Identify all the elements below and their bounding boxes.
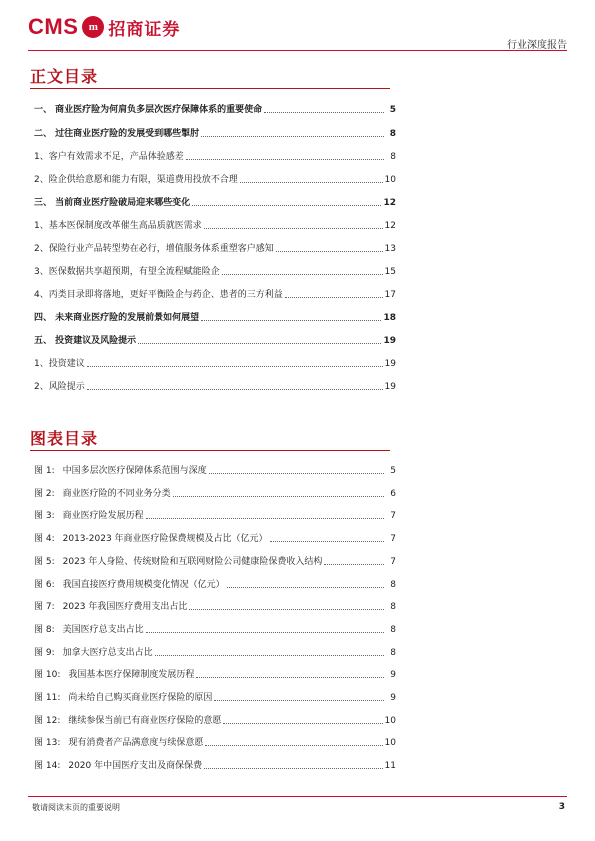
figure-number: 图 11:: [34, 693, 61, 703]
figure-entry[interactable]: [34, 554, 396, 568]
dot-leader: [276, 251, 383, 252]
figure-entry[interactable]: [34, 486, 396, 500]
figure-entry-page: 9: [390, 670, 396, 680]
toc-entry[interactable]: [34, 264, 396, 278]
figure-entry-label: [34, 533, 268, 545]
dot-leader: [264, 112, 384, 113]
logo-cn-text: 招商证券: [108, 19, 181, 40]
figure-entry-label: [34, 601, 187, 613]
figure-entry-label: [34, 510, 144, 522]
figure-entry[interactable]: [34, 758, 396, 772]
dot-leader: [201, 136, 384, 137]
toc-entry-page: 19: [384, 359, 396, 369]
figure-entry[interactable]: [34, 599, 396, 613]
figure-number: 图 4:: [34, 534, 55, 544]
figure-entry-page: 7: [390, 511, 396, 521]
toc-entry[interactable]: [34, 287, 396, 301]
dot-leader: [227, 587, 384, 588]
dot-leader: [87, 389, 383, 390]
toc-entry-page: 12: [384, 221, 396, 231]
dot-leader: [324, 564, 384, 565]
dot-leader: [285, 297, 383, 298]
dot-leader: [146, 632, 384, 633]
logo-badge-icon: m: [82, 16, 104, 38]
toc-entry[interactable]: [34, 310, 396, 324]
figure-number: 图 14:: [34, 761, 61, 771]
figure-caption: 中国多层次医疗保障体系范围与深度: [62, 466, 207, 476]
figure-entry[interactable]: [34, 622, 396, 636]
figure-entry-label: [34, 715, 221, 727]
figure-entry-label: [34, 692, 212, 704]
dot-leader: [240, 182, 383, 183]
dot-leader: [87, 366, 383, 367]
figure-entry-page: 8: [390, 648, 396, 658]
toc-entry-label: 五、 投资建议及风险提示: [34, 336, 137, 346]
dot-leader: [205, 745, 382, 746]
figure-entry[interactable]: [34, 463, 396, 477]
toc-entry[interactable]: [34, 333, 396, 347]
toc-entry-label: 1、客户有效需求不足，产品体验感差: [34, 152, 184, 162]
toc-entry-label: 二、 过往商业医疗险的发展受到哪些掣肘: [34, 129, 200, 139]
dot-leader: [155, 655, 384, 656]
figure-entry-label: [34, 488, 171, 500]
figure-caption: 现有消费者产品满意度与续保意愿: [68, 738, 204, 748]
logo-cms-text: CMS: [28, 14, 79, 39]
dot-leader: [214, 700, 384, 701]
page-header: [0, 0, 595, 56]
toc-entry-page: 19: [384, 382, 396, 392]
figure-entry-page: 11: [384, 761, 396, 771]
toc-entry-page: 8: [389, 129, 396, 139]
figure-entry[interactable]: [34, 577, 396, 591]
toc-entry-page: 8: [390, 152, 396, 162]
figure-list-title-divider: [30, 450, 390, 451]
figure-number: 图 12:: [34, 716, 61, 726]
toc-entry[interactable]: [34, 356, 396, 370]
toc-entry[interactable]: [34, 102, 396, 116]
dot-leader: [204, 228, 383, 229]
figure-caption: 我国基本医疗保障制度发展历程: [68, 670, 195, 680]
figure-number: 图 10:: [34, 670, 61, 680]
dot-leader: [223, 723, 382, 724]
footer-disclaimer: 敬请阅读末页的重要说明: [32, 803, 120, 812]
figure-entry-label: [34, 465, 207, 477]
figure-entry[interactable]: [34, 645, 396, 659]
figure-list-title: 图表目录: [30, 429, 99, 448]
figure-entry-page: 9: [390, 693, 396, 703]
footer-divider: [28, 796, 567, 797]
header-divider: [28, 50, 567, 51]
toc-entry-label: 一、 商业医疗险为何肩负多层次医疗保障体系的重要使命: [34, 105, 263, 115]
toc-entry-label: 三、 当前商业医疗险破局迎来哪些变化: [34, 198, 191, 208]
toc-entry-page: 5: [389, 105, 396, 115]
figure-entry[interactable]: [34, 531, 396, 545]
toc-entry-page: 15: [384, 267, 396, 277]
toc-entry-label: 1、基本医保制度改革催生高品质就医需求: [34, 221, 202, 231]
toc-entry-page: 18: [383, 313, 396, 323]
figure-caption: 我国直接医疗费用规模变化情况（亿元）: [62, 580, 225, 590]
figure-number: 图 9:: [34, 648, 55, 658]
figure-entry-page: 8: [390, 602, 396, 612]
figure-number: 图 3:: [34, 511, 55, 521]
toc-title: 正文目录: [30, 67, 99, 86]
figure-entry[interactable]: [34, 713, 396, 727]
dot-leader: [270, 541, 384, 542]
figure-entry-label: [34, 669, 194, 681]
figure-entry-page: 6: [390, 489, 396, 499]
dot-leader: [209, 473, 384, 474]
figure-caption: 商业医疗险的不同业务分类: [62, 489, 171, 499]
toc-entry-label: 2、保险行业产品转型势在必行，增值服务体系重塑客户感知: [34, 244, 274, 254]
toc-entry[interactable]: [34, 379, 396, 393]
figure-entry-label: [34, 737, 203, 749]
toc-entry[interactable]: [34, 195, 396, 209]
figure-entry-page: 5: [390, 466, 396, 476]
toc-entry-page: 17: [384, 290, 396, 300]
toc-entry-label: 2、险企供给意愿和能力有限，渠道费用投放不合理: [34, 175, 238, 185]
figure-entry-page: 8: [390, 580, 396, 590]
figure-entry-label: [34, 556, 322, 568]
dot-leader: [138, 343, 381, 344]
toc-title-divider: [30, 88, 390, 89]
dot-leader: [173, 496, 384, 497]
figure-entry-page: 10: [384, 738, 396, 748]
toc-entry-page: 10: [384, 175, 396, 185]
figure-entry[interactable]: [34, 508, 396, 522]
figure-number: 图 13:: [34, 738, 61, 748]
figure-caption: 美国医疗总支出占比: [62, 625, 144, 635]
figure-caption: 尚未给自己购买商业医疗保险的原因: [68, 693, 213, 703]
cms-logo: [28, 14, 180, 40]
figure-entry-page: 8: [390, 625, 396, 635]
figure-entry-page: 7: [390, 534, 396, 544]
toc-entry-label: 四、 未来商业医疗险的发展前景如何展望: [34, 313, 200, 323]
dot-leader: [186, 159, 384, 160]
report-type-label: 行业深度报告: [507, 40, 567, 51]
figure-entry-page: 10: [384, 716, 396, 726]
figure-entry[interactable]: [34, 690, 396, 704]
figure-caption: 2020 年中国医疗支出及商保保费: [68, 761, 203, 771]
toc-entry-page: 13: [384, 244, 396, 254]
toc-entry-label: 1、投资建议: [34, 359, 85, 369]
dot-leader: [204, 768, 382, 769]
figure-caption: 2023 年人身险、传统财险和互联网财险公司健康险保费收入结构: [62, 557, 323, 567]
figure-entry-label: [34, 647, 153, 659]
toc-entry[interactable]: [34, 126, 396, 140]
toc-entry-label: 3、医保数据共享超预期，有望全流程赋能险企: [34, 267, 220, 277]
toc-entry-page: 19: [383, 336, 396, 346]
toc-entry[interactable]: [34, 149, 396, 163]
figure-entry-label: [34, 624, 144, 636]
toc-entry[interactable]: [34, 218, 396, 232]
toc-entry-label: 4、丙类目录即将落地，更好平衡险企与药企、患者的三方利益: [34, 290, 283, 300]
figure-number: 图 5:: [34, 557, 55, 567]
figure-number: 图 7:: [34, 602, 55, 612]
dot-leader: [222, 274, 383, 275]
figure-number: 图 8:: [34, 625, 55, 635]
figure-number: 图 2:: [34, 489, 55, 499]
figure-entry-page: 7: [390, 557, 396, 567]
figure-entry[interactable]: [34, 667, 396, 681]
figure-caption: 商业医疗险发展历程: [62, 511, 144, 521]
figure-caption: 加拿大医疗总支出占比: [62, 648, 153, 658]
toc-entry[interactable]: [34, 172, 396, 186]
dot-leader: [189, 609, 384, 610]
toc-entry-label: 2、风险提示: [34, 382, 85, 392]
toc-entry[interactable]: [34, 241, 396, 255]
page-number: 3: [558, 802, 565, 812]
dot-leader: [192, 205, 381, 206]
figure-caption: 2023 年我国医疗费用支出占比: [62, 602, 188, 612]
toc-entry-page: 12: [383, 198, 396, 208]
figure-entry[interactable]: [34, 735, 396, 749]
figure-caption: 继续参保当前已有商业医疗保险的意愿: [68, 716, 222, 726]
dot-leader: [196, 677, 384, 678]
dot-leader: [146, 518, 384, 519]
dot-leader: [201, 320, 381, 321]
figure-entry-label: [34, 760, 202, 772]
figure-entry-label: [34, 579, 225, 591]
figure-caption: 2013-2023 年商业医疗险保费规模及占比（亿元）: [62, 534, 268, 544]
figure-number: 图 6:: [34, 580, 55, 590]
figure-number: 图 1:: [34, 466, 55, 476]
